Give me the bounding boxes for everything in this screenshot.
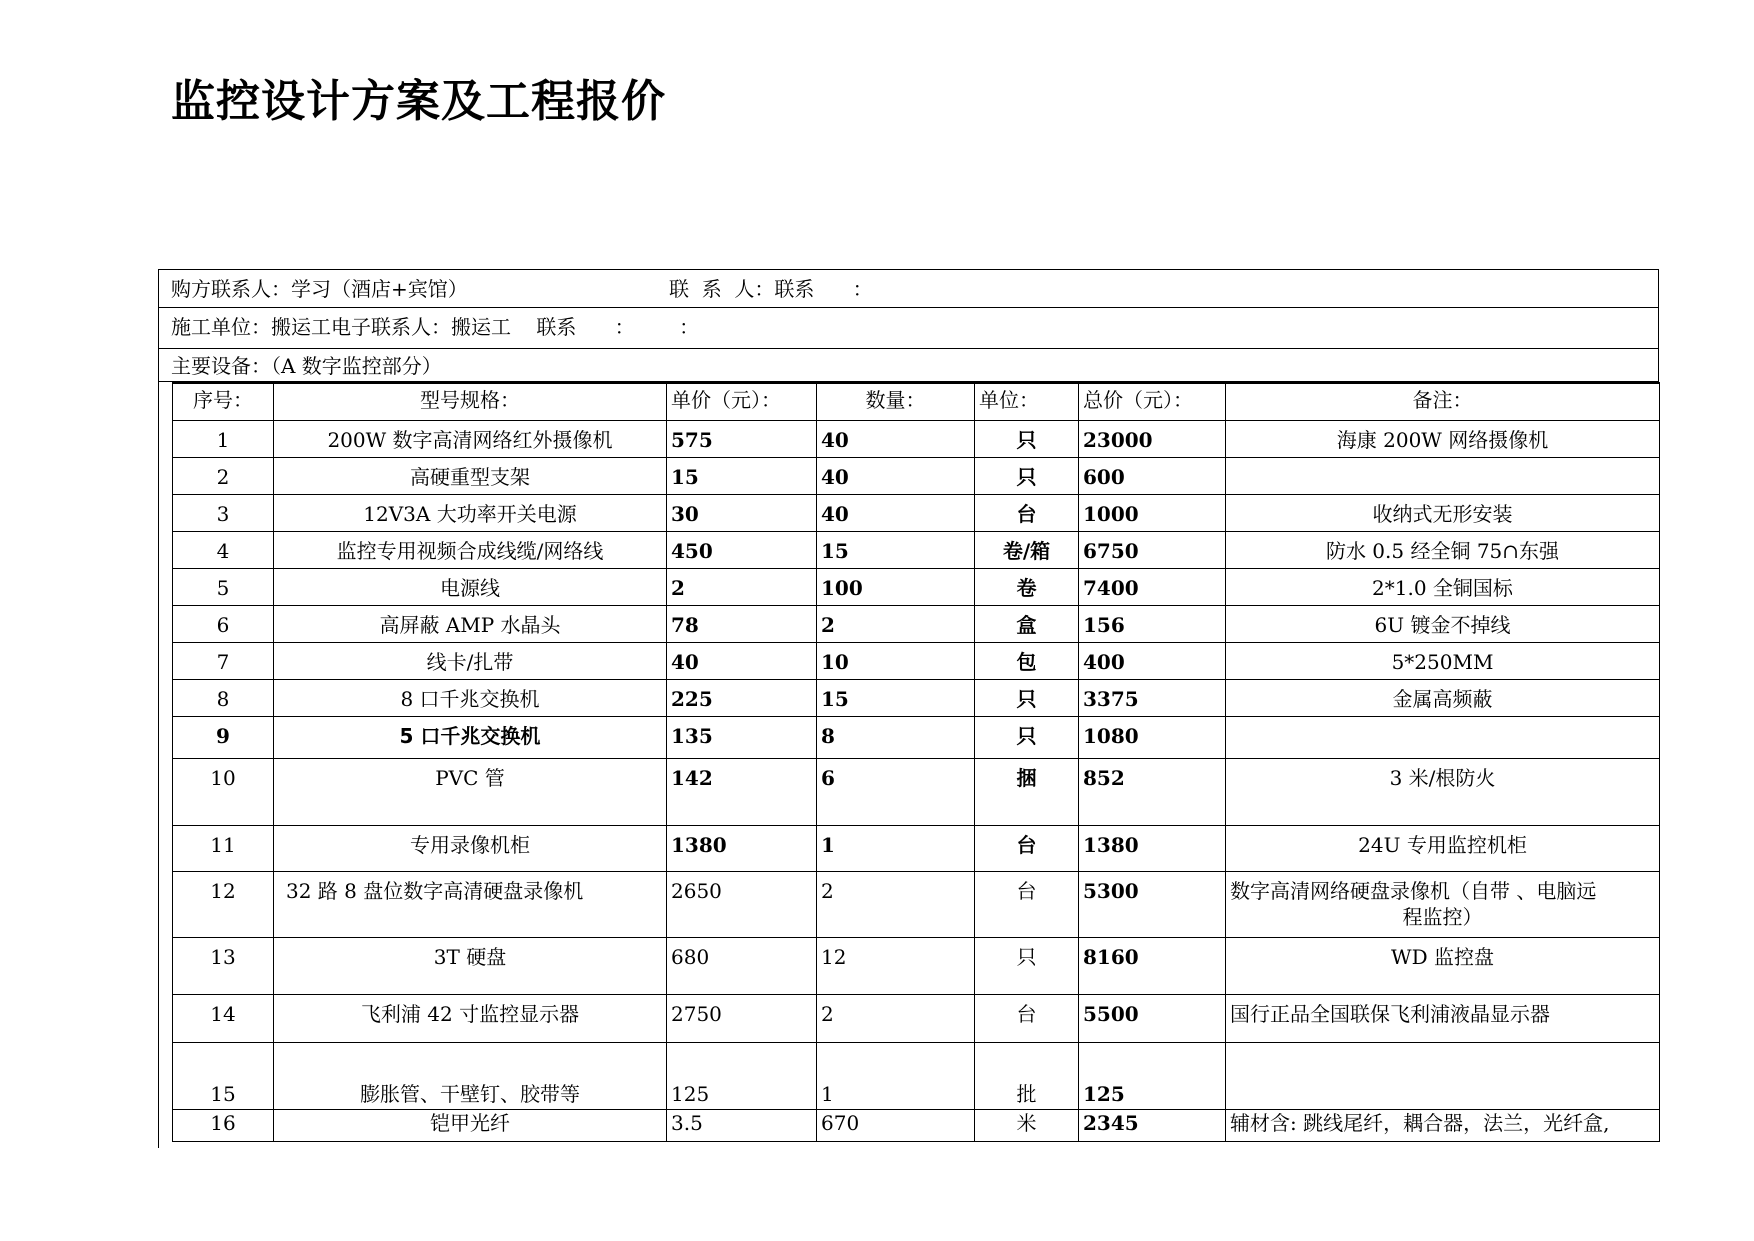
table-row (173, 871, 1660, 937)
cell-price: 142 (667, 758, 817, 825)
cell-note (1226, 1042, 1660, 1109)
cell-unit: 卷 (975, 568, 1079, 605)
cell-qty: 1 (817, 1042, 975, 1109)
table-row (173, 758, 1660, 825)
cell-qty: 1 (817, 825, 975, 871)
cell-unit: 包 (975, 642, 1079, 679)
cell-price: 78 (667, 605, 817, 642)
table-row (173, 716, 1660, 758)
cell-total: 3375 (1079, 679, 1226, 716)
cell-qty: 10 (817, 642, 975, 679)
cell-no: 2 (173, 457, 274, 494)
cell-unit: 只 (975, 420, 1079, 457)
cell-unit: 卷/箱 (975, 531, 1079, 568)
cell-note: 6U 镀金不掉线 (1226, 605, 1660, 642)
divider (159, 348, 1658, 349)
cell-total: 852 (1079, 758, 1226, 825)
cell-no: 6 (173, 605, 274, 642)
cell-price: 450 (667, 531, 817, 568)
cell-note: 5*250MM (1226, 642, 1660, 679)
cell-price: 135 (667, 716, 817, 758)
cell-qty: 15 (817, 679, 975, 716)
contact-person: 联 系 人：联系 ： (669, 277, 873, 301)
cell-no: 16 (173, 1109, 274, 1141)
table-row (173, 994, 1660, 1042)
cell-unit: 只 (975, 679, 1079, 716)
quotation-table (172, 382, 1660, 1142)
cell-no: 4 (173, 531, 274, 568)
cell-unit: 台 (975, 994, 1079, 1042)
cell-no: 9 (173, 716, 274, 758)
cell-qty: 40 (817, 494, 975, 531)
cell-note: 收纳式无形安装 (1226, 494, 1660, 531)
construction-unit: 施工单位：搬运工电子联系人：搬运工 联系 ： ： (171, 315, 700, 339)
cell-unit: 批 (975, 1042, 1079, 1109)
cell-no: 13 (173, 937, 274, 994)
table-row (173, 494, 1660, 531)
cell-qty: 40 (817, 420, 975, 457)
cell-qty: 15 (817, 531, 975, 568)
cell-unit: 盒 (975, 605, 1079, 642)
cell-note: 24U 专用监控机柜 (1226, 825, 1660, 871)
cell-unit: 台 (975, 494, 1079, 531)
cell-price: 2 (667, 568, 817, 605)
table-row (173, 937, 1660, 994)
cell-total: 23000 (1079, 420, 1226, 457)
cell-total: 125 (1079, 1042, 1226, 1109)
cell-price: 2750 (667, 994, 817, 1042)
cell-unit: 台 (975, 825, 1079, 871)
cell-model: 12V3A 大功率开关电源 (274, 494, 667, 531)
cell-price: 575 (667, 420, 817, 457)
cell-qty: 2 (817, 605, 975, 642)
cell-price: 680 (667, 937, 817, 994)
note-line: 程监控） (1402, 904, 1483, 929)
buyer-contact: 购方联系人：学习（酒店+宾馆） (171, 277, 468, 301)
cell-unit: 只 (975, 937, 1079, 994)
cell-total: 1000 (1079, 494, 1226, 531)
cell-unit: 只 (975, 716, 1079, 758)
cell-qty: 8 (817, 716, 975, 758)
cell-note (1226, 457, 1660, 494)
cell-total: 1380 (1079, 825, 1226, 871)
cell-price: 225 (667, 679, 817, 716)
table-row (173, 531, 1660, 568)
main-equipment-label: 主要设备：（A 数字监控部分） (171, 354, 442, 378)
table-row (173, 568, 1660, 605)
cell-unit: 米 (975, 1109, 1079, 1141)
cell-model: PVC 管 (274, 758, 667, 825)
cell-note: 2*1.0 全铜国标 (1226, 568, 1660, 605)
cell-unit: 只 (975, 457, 1079, 494)
cell-qty: 40 (817, 457, 975, 494)
cell-no: 10 (173, 758, 274, 825)
cell-price: 2650 (667, 871, 817, 937)
col-header-total: 总价（元）： (1079, 383, 1226, 420)
cell-note: 金属高频蔽 (1226, 679, 1660, 716)
cell-total: 5300 (1079, 871, 1226, 937)
cell-qty: 12 (817, 937, 975, 994)
cell-model: 线卡/扎带 (274, 642, 667, 679)
cell-no: 1 (173, 420, 274, 457)
cell-total: 156 (1079, 605, 1226, 642)
cell-total: 5500 (1079, 994, 1226, 1042)
table-row (173, 825, 1660, 871)
divider (159, 307, 1658, 308)
cell-qty: 670 (817, 1109, 975, 1141)
cell-no: 14 (173, 994, 274, 1042)
col-header-model: 型号规格： (274, 383, 667, 420)
cell-total: 400 (1079, 642, 1226, 679)
cell-model: 8 口千兆交换机 (274, 679, 667, 716)
table-row (173, 642, 1660, 679)
table-left-margin (158, 382, 172, 1148)
cell-qty: 2 (817, 871, 975, 937)
cell-price: 40 (667, 642, 817, 679)
cell-model: 电源线 (274, 568, 667, 605)
cell-note: 3 米/根防火 (1226, 758, 1660, 825)
cell-price: 15 (667, 457, 817, 494)
table-header-row (173, 383, 1660, 420)
cell-total: 2345 (1079, 1109, 1226, 1141)
cell-total: 600 (1079, 457, 1226, 494)
cell-model: 5 口千兆交换机 (274, 716, 667, 758)
col-header-qty: 数量： (817, 383, 975, 420)
cell-note: WD 监控盘 (1226, 937, 1660, 994)
table-row (173, 420, 1660, 457)
cell-model: 32 路 8 盘位数字高清硬盘录像机 (274, 871, 667, 937)
cell-model: 高硬重型支架 (274, 457, 667, 494)
cell-model: 铠甲光纤 (274, 1109, 667, 1141)
cell-no: 5 (173, 568, 274, 605)
page-title: 监控设计方案及工程报价 (171, 76, 666, 127)
cell-model: 200W 数字高清网络红外摄像机 (274, 420, 667, 457)
cell-total: 1080 (1079, 716, 1226, 758)
table-row (173, 457, 1660, 494)
cell-qty: 2 (817, 994, 975, 1042)
table-row (173, 1042, 1660, 1109)
cell-total: 8160 (1079, 937, 1226, 994)
cell-price: 3.5 (667, 1109, 817, 1141)
cell-qty: 100 (817, 568, 975, 605)
cell-no: 12 (173, 871, 274, 937)
cell-note (1226, 716, 1660, 758)
cell-model: 监控专用视频合成线缆/网络线 (274, 531, 667, 568)
cell-no: 7 (173, 642, 274, 679)
note-line: 数字高清网络硬盘录像机（自带 、电脑远 (1230, 878, 1597, 903)
col-header-no: 序号： (173, 383, 274, 420)
cell-price: 30 (667, 494, 817, 531)
cell-no: 15 (173, 1042, 274, 1109)
cell-total: 7400 (1079, 568, 1226, 605)
cell-total: 6750 (1079, 531, 1226, 568)
table-row (173, 605, 1660, 642)
cell-price: 125 (667, 1042, 817, 1109)
cell-price: 1380 (667, 825, 817, 871)
cell-model: 飞利浦 42 寸监控显示器 (274, 994, 667, 1042)
col-header-price: 单价（元）： (667, 383, 817, 420)
table-row (173, 679, 1660, 716)
table-row (173, 1109, 1660, 1141)
col-header-unit: 单位： (975, 383, 1079, 420)
cell-note: 辅材含: 跳线尾纤，耦合器，法兰，光纤盒, (1226, 1109, 1660, 1141)
cell-note (1226, 871, 1660, 937)
cell-no: 11 (173, 825, 274, 871)
cell-no: 8 (173, 679, 274, 716)
cell-note: 海康 200W 网络摄像机 (1226, 420, 1660, 457)
cell-model: 3T 硬盘 (274, 937, 667, 994)
cell-unit: 台 (975, 871, 1079, 937)
cell-qty: 6 (817, 758, 975, 825)
cell-unit: 捆 (975, 758, 1079, 825)
cell-no: 3 (173, 494, 274, 531)
cell-model: 膨胀管、干壁钉、胶带等 (274, 1042, 667, 1109)
cell-model: 专用录像机柜 (274, 825, 667, 871)
cell-model: 高屏蔽 AMP 水晶头 (274, 605, 667, 642)
col-header-note: 备注： (1226, 383, 1660, 420)
order-info-box (158, 269, 1659, 382)
cell-note: 国行正品全国联保飞利浦液晶显示器 (1226, 994, 1660, 1042)
cell-note: 防水 0.5 经全铜 75∩东强 (1226, 531, 1660, 568)
